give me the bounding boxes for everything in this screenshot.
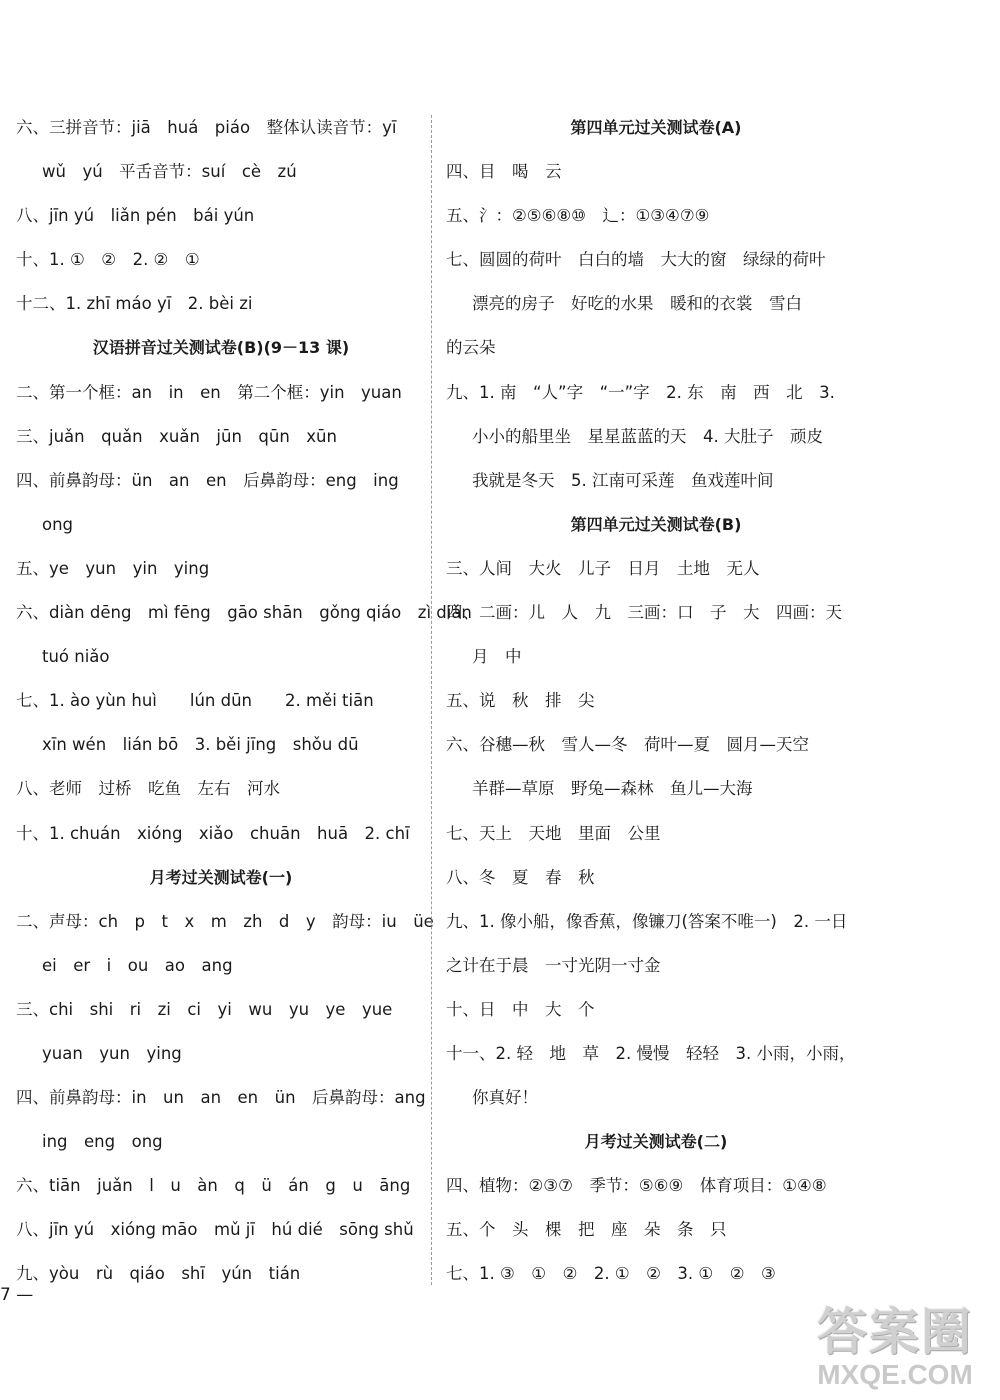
answer-line: 三、人间 大火 儿子 日月 土地 无人 [446,558,760,578]
section-heading: 月考过关测试卷(二) [584,1132,728,1152]
answer-line: 七、圆圆的荷叶 白白的墙 大大的窗 绿绿的荷叶 [446,250,826,270]
right-column [446,106,866,1297]
answer-line: 你真好！ [472,1088,538,1108]
answer-line: 四、前鼻韵母：ün an en 后鼻韵母：eng ing [16,470,399,490]
column-divider [431,115,432,1285]
answer-line: ong [42,514,74,534]
answer-line: 八、jīn yú liǎn pén bái yún [16,206,255,226]
answer-line: 六、tiān juǎn l u àn q ü án g u āng [16,1176,411,1196]
answer-line: 八、老师 过桥 吃鱼 左右 河水 [16,779,280,799]
answer-line: 的云朵 [446,338,496,358]
section-heading: 月考过关测试卷(一) [149,867,293,887]
answer-line: xīn wén lián bō 3. běi jīng shǒu dū [42,735,359,755]
answer-line: 四、二画：儿 人 九 三画：口 子 大 四画：天 [446,603,842,623]
answer-line: 十一、2. 轻 地 草 2. 慢慢 轻轻 3. 小雨，小雨， [446,1043,856,1063]
answer-line: ei er i ou ao ang [42,955,233,975]
answer-line: tuó niǎo [42,647,110,667]
answer-line: 十二、1. zhī máo yī 2. bèi zi [16,294,253,314]
answer-line: 六、diàn dēng mì fēng gāo shān gǒng qiáo zì diǎn [16,603,472,623]
answer-line: 羊群—草原 野兔—森林 鱼儿—大海 [472,779,753,799]
answer-line: 九、yòu rù qiáo shī yún tián [16,1264,301,1284]
answer-line: 五、说 秋 排 尖 [446,691,595,711]
page-number: 7 — [0,1285,34,1305]
answer-line: 三、chi shi ri zi ci yi wu yu ye yue [16,999,393,1019]
answer-line: 六、谷穗—秋 雪人—冬 荷叶—夏 圆月—天空 [446,735,809,755]
answer-line: 五、个 头 棵 把 座 朵 条 只 [446,1220,727,1240]
watermark [800,1304,990,1394]
answer-line: 四、植物：②③⑦ 季节：⑤⑥⑨ 体育项目：①④⑧ [446,1176,827,1196]
answer-line: 之计在于晨 一寸光阴一寸金 [446,955,661,975]
answer-line: 七、1. ③ ① ② 2. ① ② 3. ① ② ③ [446,1264,776,1284]
watermark-url: MXQE.COM [817,1359,973,1390]
answer-line: 三、juǎn quǎn xuǎn jūn qūn xūn [16,426,337,446]
answer-line: 五、氵：②⑤⑥⑧⑩ 辶：①③④⑦⑨ [446,206,710,226]
answer-line: 四、目 喝 云 [446,162,562,182]
answer-line: 我就是冬天 5. 江南可采莲 鱼戏莲叶间 [472,470,774,490]
answer-line: 五、ye yun yin ying [16,558,210,578]
section-heading: 第四单元过关测试卷(B) [570,514,742,534]
answer-line: 八、jīn yú xióng māo mǔ jī hú dié sōng shǔ [16,1220,414,1240]
answer-line: 十、日 中 大 个 [446,999,595,1019]
answer-line: 二、声母：ch p t x m zh d y 韵母：iu üe [16,911,434,931]
answer-line: 六、三拼音节：jiā huá piáo 整体认读音节：yī [16,118,397,137]
answer-line: 二、第一个框：an in en 第二个框：yin yuan [16,382,402,402]
answer-line: 小小的船里坐 星星蓝蓝的天 4. 大肚子 顽皮 [472,426,823,446]
answer-line: ing eng ong [42,1132,163,1152]
answer-line: 九、1. 南 “人”字 “一”字 2. 东 南 西 北 3. [446,382,835,402]
answer-line: 九、1. 像小船，像香蕉，像镰刀(答案不唯一) 2. 一日 [446,911,848,931]
answer-line: 月 中 [472,647,522,667]
answer-line: 四、前鼻韵母：in un an en ün 后鼻韵母：ang [16,1088,426,1108]
answer-line: 漂亮的房子 好吃的水果 暖和的衣裳 雪白 [472,294,802,314]
answer-line: 七、天上 天地 里面 公里 [446,823,661,843]
answer-line: 十、1. ① ② 2. ② ① [16,250,200,270]
watermark-logo-text: 答案圈 [817,1303,973,1361]
answer-line: 十、1. chuán xióng xiǎo chuān huā 2. chī [16,823,410,843]
answer-line: yuan yun ying [42,1043,182,1063]
answer-line: 八、冬 夏 春 秋 [446,867,595,887]
answer-line: 七、1. ào yùn huì lún dūn 2. měi tiān [16,691,374,711]
section-heading: 第四单元过关测试卷(A) [570,118,742,137]
answer-line: wǔ yú 平舌音节：suí cè zú [42,162,297,182]
section-heading: 汉语拼音过关测试卷(B)(9－13 课) [92,338,350,358]
